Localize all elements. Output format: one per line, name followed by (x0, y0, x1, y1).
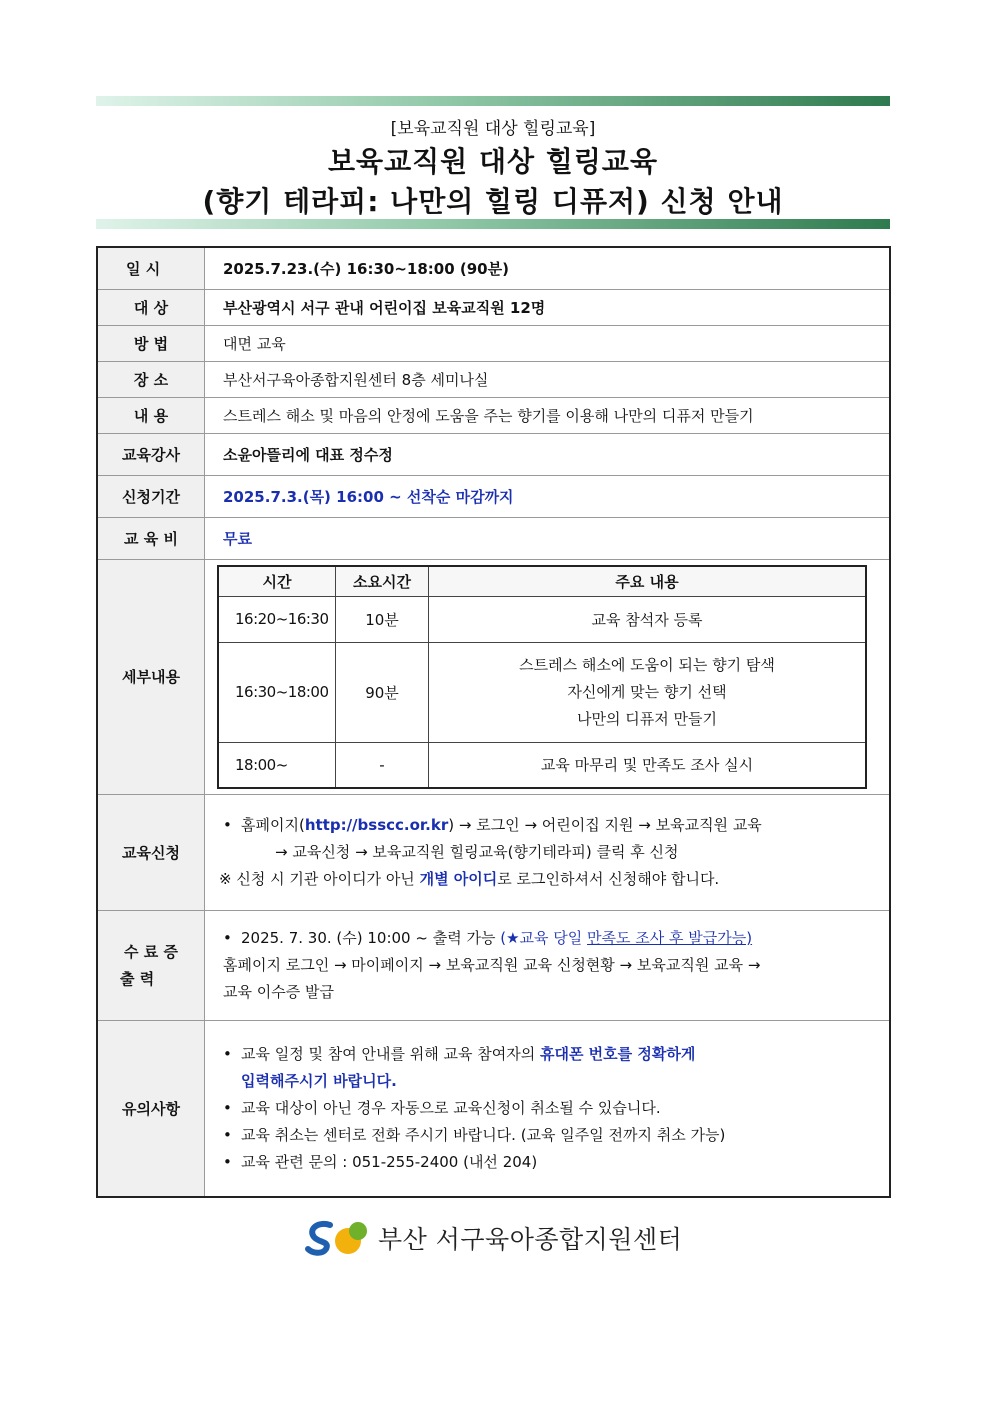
schedule-duration: 90분 (336, 642, 429, 742)
schedule-header-duration: 소요시간 (336, 566, 429, 597)
row-apply (97, 795, 890, 911)
note-item-cont: 입력해주시기 바랍니다. (241, 1071, 397, 1090)
certificate-line-2: 홈페이지 로그인 → 마이페이지 → 보육교직원 교육 신청현황 → 보육교직원 교육 → (223, 956, 761, 974)
value-fee: 무료 (205, 517, 891, 559)
apply-line-2: → 교육신청 → 보육교직원 힐링교육(향기테라피) 클릭 후 신청 (275, 843, 679, 861)
label-date: 일 시 (126, 259, 161, 278)
label-fee: 교 육 비 (97, 517, 205, 559)
schedule-duration: - (336, 742, 429, 788)
row-period (97, 475, 890, 517)
row-date (97, 247, 890, 289)
schedule-header-time: 시간 (218, 566, 336, 597)
schedule-duration: 10분 (336, 596, 429, 642)
page-title-line1: 보육교직원 대상 힐링교육 (327, 145, 659, 178)
info-table (96, 246, 891, 1198)
footer-org-name: 부산 서구육아종합지원센터 (378, 1225, 683, 1254)
row-method (97, 325, 890, 361)
label-target: 대 상 (97, 289, 205, 325)
schedule-content (429, 642, 867, 742)
row-notes (97, 1021, 890, 1197)
note-item: • 교육 취소는 센터로 전화 주시기 바랍니다. (교육 일주일 전까지 취소 가능) (223, 1122, 889, 1149)
apply-line-3: ※ 신청 시 기관 아이디가 아닌 개별 아이디로 로그인하셔서 신청해야 합니다. (219, 870, 720, 888)
schedule-content: 교육 마무리 및 만족도 조사 실시 (429, 742, 867, 788)
row-instructor (97, 433, 890, 475)
note-item: • 교육 대상이 아닌 경우 자동으로 교육신청이 취소될 수 있습니다. (223, 1095, 889, 1122)
bottom-decor-band (96, 219, 890, 229)
schedule-time: 16:20~16:30 (218, 596, 336, 642)
label-period: 신청기간 (97, 475, 205, 517)
label-place: 장 소 (97, 361, 205, 397)
label-method: 방 법 (97, 325, 205, 361)
row-content (97, 397, 890, 433)
note-item: • 교육 일정 및 참여 안내를 위해 교육 참여자의 휴대폰 번호를 정확하게 (223, 1041, 889, 1068)
note-item: • 교육 관련 문의 : 051-255-2400 (내선 204) (223, 1149, 889, 1176)
certificate-line-1: • 2025. 7. 30. (수) 10:00 ~ 출력 가능 (★교육 당일 만족도 조사 후 발급가능) (223, 925, 889, 952)
schedule-content-line: 자신에게 맞는 향기 선택 (567, 682, 727, 701)
row-place (97, 361, 890, 397)
schedule-table (217, 565, 867, 790)
homepage-link[interactable]: http://bsscc.or.kr (304, 816, 449, 834)
schedule-row (218, 642, 866, 742)
schedule-time: 16:30~18:00 (218, 642, 336, 742)
row-certificate (97, 911, 890, 1021)
value-date: 2025.7.23.(수) 16:30~18:00 (90분) (205, 247, 891, 289)
value-target: 부산광역시 서구 관내 어린이집 보육교직원 12명 (205, 289, 891, 325)
value-period: 2025.7.3.(목) 16:00 ~ 선착순 마감까지 (205, 475, 891, 517)
page-subtitle: [보육교직원 대상 힐링교육] (390, 119, 596, 139)
page-title-line2: (향기 테라피: 나만의 힐링 디퓨저) 신청 안내 (202, 185, 784, 218)
label-instructor: 교육강사 (97, 433, 205, 475)
center-logo-icon (304, 1217, 370, 1259)
label-content: 내 용 (97, 397, 205, 433)
value-instructor: 소윤아뜰리에 대표 정수정 (205, 433, 891, 475)
footer (304, 1216, 682, 1260)
schedule-time: 18:00~ (218, 742, 336, 788)
apply-emphasis: 개별 아이디 (419, 870, 498, 888)
schedule-content-line: 스트레스 해소에 도움이 되는 향기 탐색 (519, 655, 775, 674)
apply-line-1: • 홈페이지(http://bsscc.or.kr) → 로그인 → 어린이집 지원 → 보육교직원 교육 (223, 812, 889, 839)
top-decor-band (96, 96, 890, 106)
schedule-row (218, 596, 866, 642)
label-certificate-2: 출 력 (120, 969, 155, 988)
value-content: 스트레스 해소 및 마음의 안정에 도움을 주는 향기를 이용해 나만의 디퓨저 만들기 (205, 397, 891, 433)
row-target (97, 289, 890, 325)
value-place: 부산서구육아종합지원센터 8층 세미나실 (205, 361, 891, 397)
value-method: 대면 교육 (205, 325, 891, 361)
label-notes: 유의사항 (97, 1021, 205, 1197)
label-apply: 교육신청 (97, 795, 205, 911)
schedule-header-content: 주요 내용 (429, 566, 867, 597)
schedule-content: 교육 참석자 등록 (429, 596, 867, 642)
label-certificate-1: 수 료 증 (124, 942, 178, 961)
label-schedule: 세부내용 (97, 559, 205, 795)
schedule-content-line: 나만의 디퓨저 만들기 (577, 709, 717, 728)
schedule-header-row (218, 566, 866, 597)
row-fee (97, 517, 890, 559)
row-schedule (97, 559, 890, 795)
certificate-line-3: 교육 이수증 발급 (223, 983, 334, 1001)
schedule-row (218, 742, 866, 788)
